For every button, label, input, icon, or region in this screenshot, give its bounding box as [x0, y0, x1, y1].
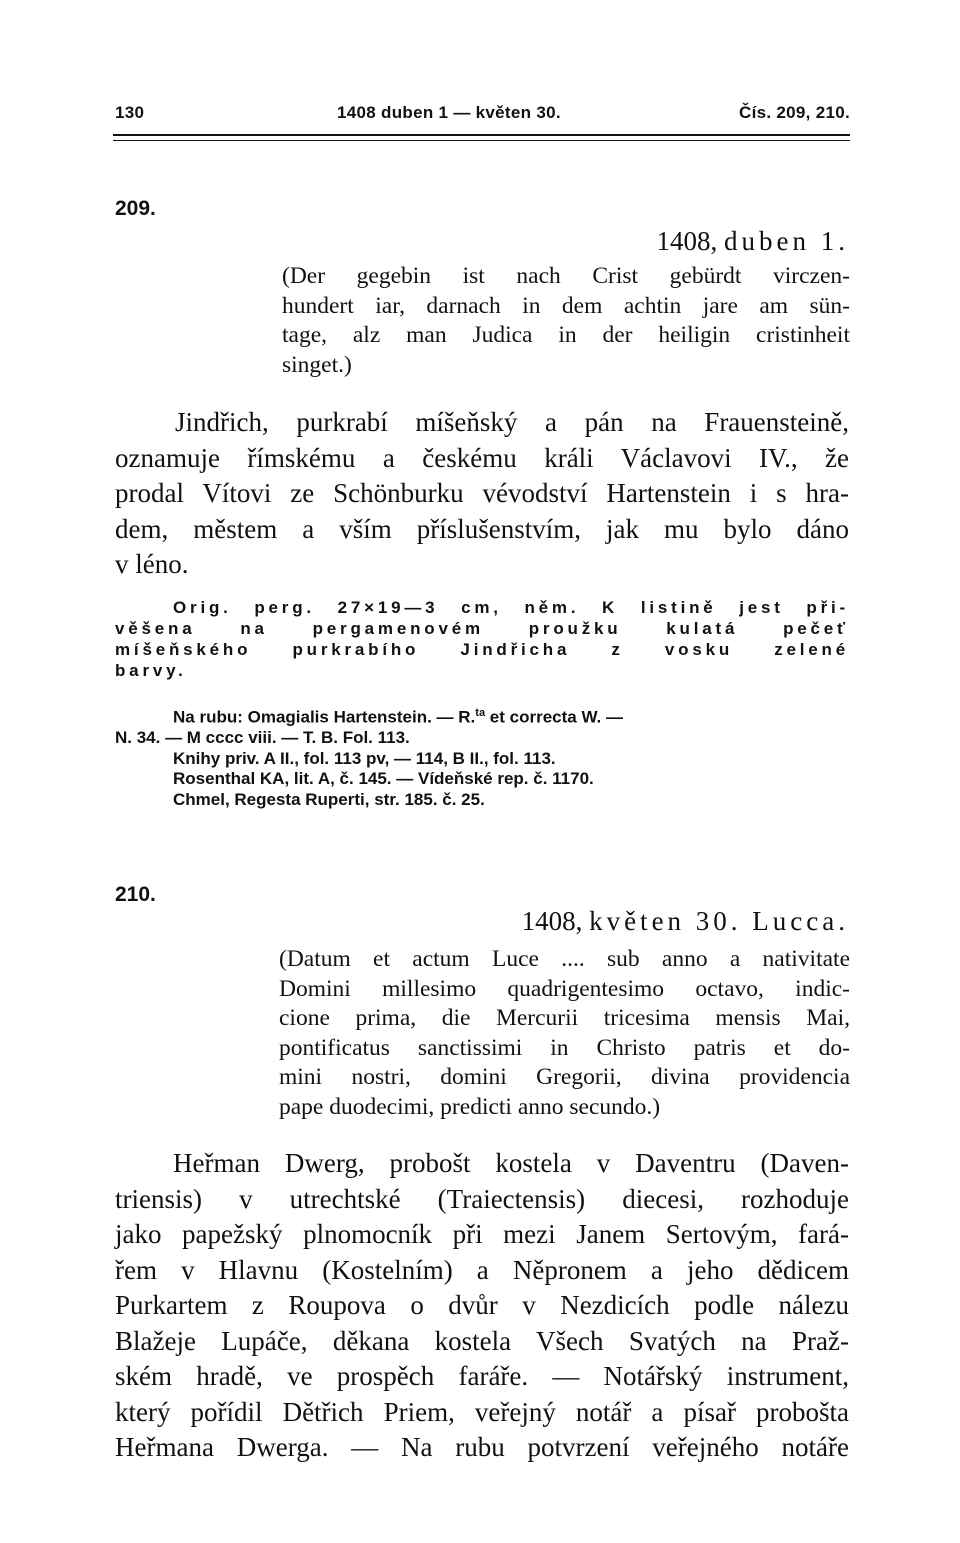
header-date-range: 1408 duben 1 — květen 30. — [337, 103, 561, 122]
regest-line: který pořídil Dětřich Priem, veřejný notář a písař probošta — [115, 1396, 849, 1427]
entry-number-209: 209. — [115, 197, 156, 220]
quote-line: pontificatus sanctissimi in Christo patris et do- — [279, 1034, 850, 1061]
regest-line: jako papežský plnomocník při mezi Janem Sertovým, fará- — [115, 1219, 849, 1249]
regest-line: Heřman Dwerg, probošt kostela v Daventru (Daven- — [173, 1148, 849, 1178]
regest-line: triensis) v utrechtské (Traiectensis) diecesi, rozhoduje — [115, 1183, 849, 1214]
description-line: míšeňského purkrabího Jindřicha z vosku zelené — [115, 640, 849, 659]
quote-line: (Datum et actum Luce .... sub anno a nativitate — [279, 946, 850, 972]
entry-210-year: 1408, — [521, 906, 590, 936]
regest-line: řem v Hlavnu (Kostelním) a Něpronem a jeho dědicem — [115, 1254, 849, 1285]
entry-209-month-day: duben 1. — [724, 226, 849, 256]
entry-210-date — [522, 906, 849, 937]
regest-line: Heřmana Dwerga. — Na rubu potvrzení veřejného notáře — [115, 1432, 849, 1462]
regest-line: oznamuje římskému a českému králi Václavovi IV., že — [115, 442, 849, 473]
quote-line: cione prima, die Mercurii tricesima mensis Mai, — [279, 1005, 850, 1031]
quote-line: singet.) — [282, 351, 352, 378]
entry-number-210: 210. — [115, 883, 156, 906]
description-line: Orig. perg. 27×19—3 cm, něm. K listině jest při- — [173, 598, 849, 617]
notes-line: N. 34. — M cccc viii. — T. B. Fol. 113. — [115, 728, 410, 748]
regest-line: Jindřich, purkrabí míšeňský a pán na Frauensteině, — [175, 407, 849, 437]
entry-209-description — [115, 597, 849, 681]
description-line: věšena na pergamenovém proužku kulatá pečeť — [115, 619, 849, 638]
quote-line: (Der gegebin ist nach Crist gebürdt virczen- — [282, 263, 850, 289]
entry-210-month-day-place: květen 30. Lucca. — [589, 906, 849, 936]
regest-line: v léno. — [115, 549, 189, 579]
regest-line: Blažeje Lupáče, děkana kostela Všech Svatých na Praž- — [115, 1325, 849, 1356]
quote-line: pape duodecimi, predicti anno secundo.) — [279, 1093, 661, 1120]
quote-line: Domini millesimo quadrigentesimo octavo, indic- — [279, 975, 850, 1002]
entry-210-regest — [115, 1146, 849, 1466]
description-line: barvy. — [115, 661, 187, 680]
page-number: 130 — [115, 103, 145, 122]
regest-line: dem, městem a vším příslušenstvím, jak mu bylo dáno — [115, 513, 849, 544]
entry-209-date — [657, 226, 849, 257]
regest-line: ském hradě, ve prospěch faráře. — Notářský instrument, — [115, 1361, 849, 1391]
regest-line: prodal Vítovi ze Schönburku vévodství Hartenstein i s hra- — [115, 478, 849, 508]
notes-line: Chmel, Regesta Ruperti, str. 185. č. 25. — [173, 789, 485, 809]
quote-line: tage, alz man Judica in der heiligin cristinheit — [282, 322, 850, 348]
quote-line: hundert iar, darnach in dem achtin jare am sün- — [282, 292, 850, 319]
running-header — [115, 103, 850, 129]
header-document-numbers: Čís. 209, 210. — [739, 103, 850, 122]
notes-line — [115, 703, 849, 728]
regest-line: Purkartem z Roupova o dvůr v Nezdicích podle nálezu — [115, 1290, 849, 1320]
dorsal-note-cont: et correcta W. — — [485, 707, 623, 727]
entry-210-dating-formula — [279, 945, 850, 1122]
dorsal-note: Na rubu: Omagialis Hartenstein. — R. — [173, 707, 476, 727]
entry-209-regest — [115, 405, 849, 583]
quote-line: mini nostri, domini Gregorii, divina providencia — [279, 1064, 850, 1090]
entry-209-notes — [115, 703, 849, 810]
entry-209-year: 1408, — [656, 226, 725, 256]
notes-line: Knihy priv. A II., fol. 113 pv, — 114, B II., fol. 113. — [173, 748, 556, 768]
notes-line: Rosenthal KA, lit. A, č. 145. — Vídeňské rep. č. 1170. — [173, 769, 594, 789]
superscript: ta — [475, 707, 486, 719]
header-rule — [113, 134, 850, 141]
entry-209-dating-formula — [282, 262, 850, 380]
